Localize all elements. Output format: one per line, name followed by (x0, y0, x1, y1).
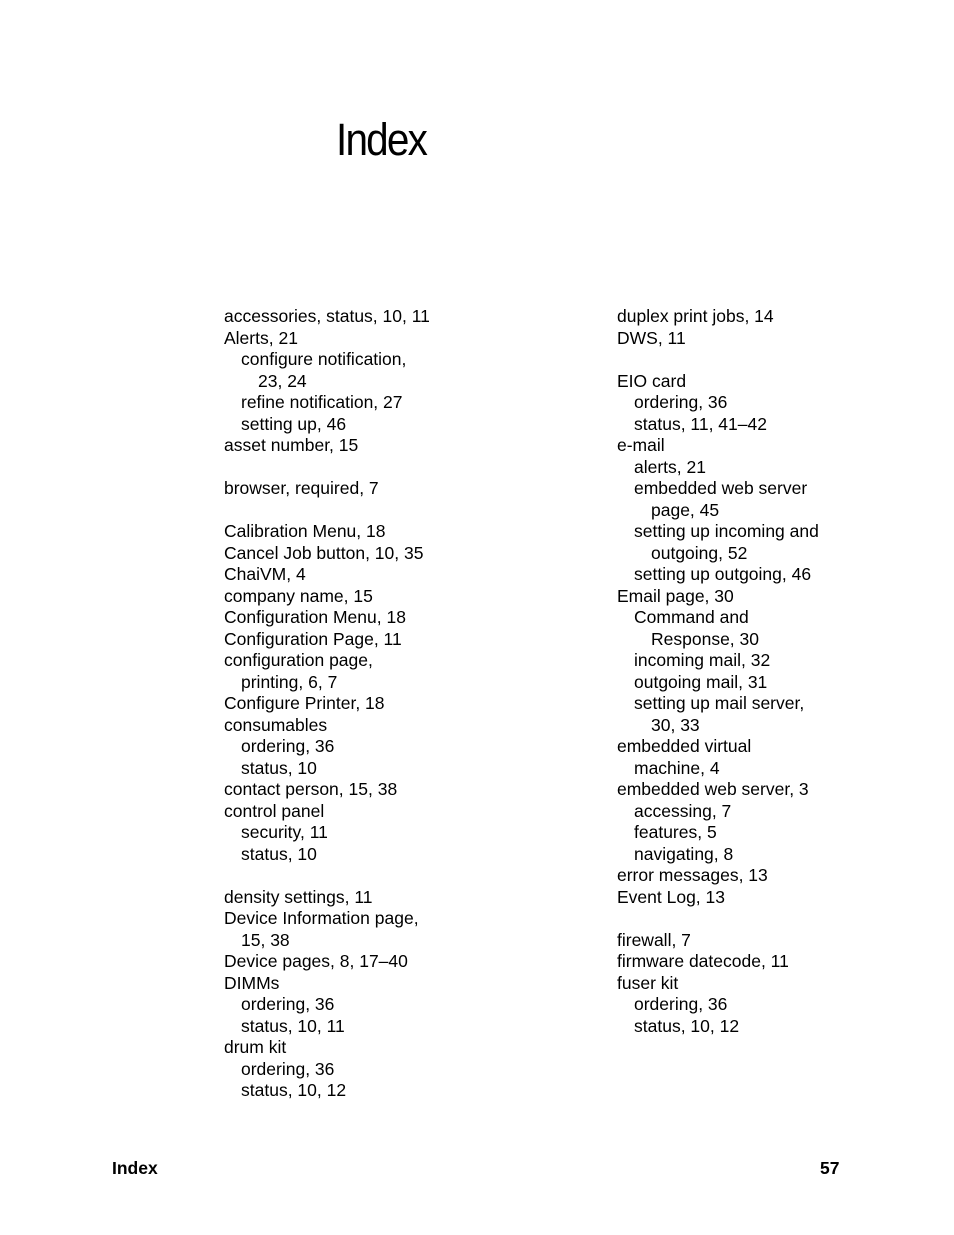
index-subentry: setting up outgoing, 46 (634, 564, 812, 584)
index-entry: embedded virtual (617, 736, 752, 756)
index-column-right (617, 306, 917, 1037)
index-entry: Device Information page, (224, 908, 419, 928)
index-subentry: outgoing, 52 (651, 542, 748, 563)
index-subentry: 30, 33 (651, 714, 700, 735)
index-entry: e-mail (617, 435, 665, 455)
index-subentry: setting up mail server, (634, 693, 805, 713)
index-subentry: refine notification, 27 (241, 392, 403, 412)
index-subentry: ordering, 36 (241, 1058, 335, 1079)
index-spacer (224, 500, 544, 522)
index-spacer (224, 457, 544, 479)
index-subentry: printing, 6, 7 (241, 671, 338, 692)
index-entry: error messages, 13 (617, 865, 768, 885)
index-entry: company name, 15 (224, 585, 373, 606)
index-subentry: 23, 24 (258, 370, 307, 391)
page-title: Index (336, 114, 427, 165)
index-entry: Configuration Page, 11 (224, 628, 402, 649)
index-subentry: status, 11, 41–42 (634, 413, 767, 434)
index-entry: density settings, 11 (224, 886, 373, 907)
index-entry: EIO card (617, 370, 687, 391)
index-entry: configuration page, (224, 650, 373, 670)
index-subentry: ordering, 36 (634, 994, 728, 1014)
index-entry: firewall, 7 (617, 929, 691, 950)
index-subentry: status, 10, 12 (241, 1080, 347, 1100)
index-subentry: page, 45 (651, 499, 720, 520)
index-entry: Email page, 30 (617, 585, 734, 606)
index-entry: browser, required, 7 (224, 478, 379, 498)
index-entry: asset number, 15 (224, 435, 359, 455)
index-entry: ChaiVM, 4 (224, 564, 306, 584)
index-subentry: ordering, 36 (241, 736, 335, 756)
index-entry: fuser kit (617, 972, 679, 993)
index-spacer (224, 865, 544, 887)
index-entry: duplex print jobs, 14 (617, 306, 774, 326)
index-entry: contact person, 15, 38 (224, 779, 398, 799)
index-subentry: setting up incoming and (634, 521, 819, 541)
index-subentry: accessing, 7 (634, 800, 732, 821)
index-subentry: outgoing mail, 31 (634, 671, 768, 692)
index-subentry: status, 10, 11 (241, 1015, 345, 1036)
index-subentry: navigating, 8 (634, 843, 734, 864)
index-subentry: embedded web server (634, 478, 808, 498)
index-subentry: 15, 38 (241, 929, 290, 950)
index-subentry: features, 5 (634, 822, 717, 842)
index-entry: Calibration Menu, 18 (224, 521, 386, 541)
index-entry: DIMMs (224, 972, 280, 993)
index-subentry: security, 11 (241, 822, 328, 842)
index-subentry: Response, 30 (651, 628, 759, 649)
index-entry: embedded web server, 3 (617, 779, 809, 799)
index-subentry: incoming mail, 32 (634, 650, 771, 670)
index-entry: consumables (224, 714, 328, 735)
footer-section-label: Index (112, 1158, 158, 1178)
index-subentry: status, 10 (241, 757, 317, 778)
index-subentry: status, 10, 12 (634, 1015, 740, 1036)
footer-page-number: 57 (820, 1158, 840, 1178)
index-entry: firmware datecode, 11 (617, 951, 789, 971)
index-subentry: alerts, 21 (634, 456, 706, 477)
index-column-left (224, 306, 544, 1102)
index-subentry: machine, 4 (634, 757, 720, 778)
index-entry: Cancel Job button, 10, 35 (224, 542, 424, 563)
index-entry: Event Log, 13 (617, 886, 725, 907)
index-entry: Alerts, 21 (224, 327, 298, 348)
index-spacer (617, 349, 917, 371)
index-entry: accessories, status, 10, 11 (224, 306, 430, 326)
index-spacer (617, 908, 917, 930)
index-subentry: ordering, 36 (634, 392, 728, 412)
index-entry: control panel (224, 800, 325, 821)
index-subentry: Command and (634, 607, 749, 627)
index-entry: drum kit (224, 1037, 287, 1057)
index-subentry: status, 10 (241, 843, 317, 864)
index-entry: DWS, 11 (617, 327, 686, 348)
index-subentry: configure notification, (241, 349, 407, 369)
index-entry: Configuration Menu, 18 (224, 607, 406, 627)
index-entry: Device pages, 8, 17–40 (224, 951, 408, 971)
index-subentry: ordering, 36 (241, 994, 335, 1014)
index-subentry: setting up, 46 (241, 413, 347, 434)
index-entry: Configure Printer, 18 (224, 693, 385, 713)
